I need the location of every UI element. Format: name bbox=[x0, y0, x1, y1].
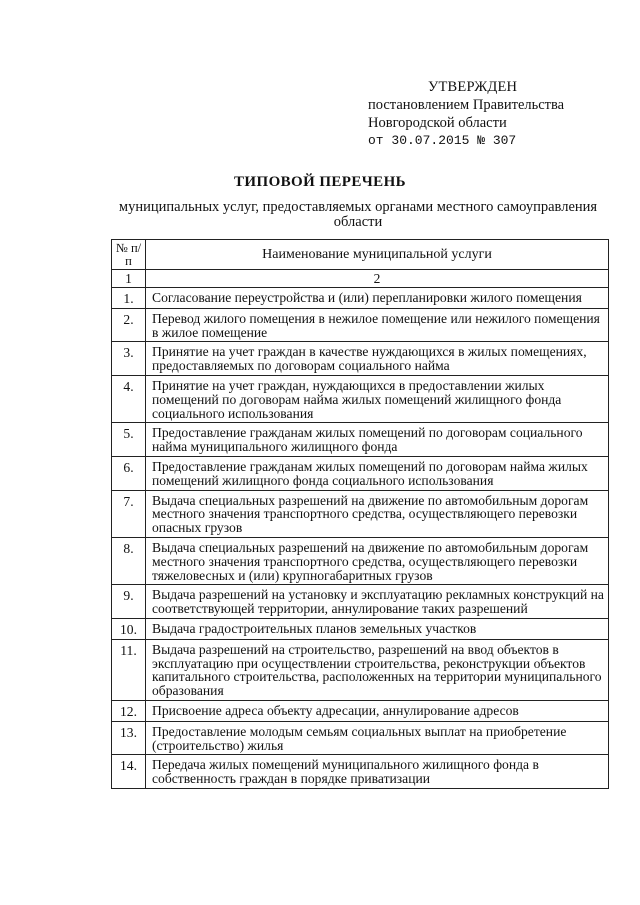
column-index-2: 2 bbox=[146, 270, 609, 288]
service-name: Выдача разрешений на строительство, разрешений на ввод объектов в эксплуатацию при осуществлении строительства, реконструкции объектов капитального строительства, расположенных на территории муниципального образования bbox=[146, 639, 609, 700]
table-row bbox=[112, 308, 609, 342]
service-name: Выдача градостроительных планов земельных участков bbox=[146, 618, 609, 639]
approval-heading: УТВЕРЖДЕН bbox=[428, 79, 518, 95]
row-number: 2. bbox=[112, 308, 146, 342]
table-row bbox=[112, 721, 609, 755]
column-index-row bbox=[112, 270, 609, 288]
service-name: Выдача специальных разрешений на движение по автомобильным дорогам местного значения транспортного средства, осуществляющего перевозки опасных грузов bbox=[146, 490, 609, 537]
services-table bbox=[111, 239, 609, 789]
table-row bbox=[112, 375, 609, 422]
service-name: Выдача разрешений на установку и эксплуатацию рекламных конструкций на соответствующей территории, аннулирование таких разрешений bbox=[146, 585, 609, 619]
service-name: Предоставление молодым семьям социальных выплат на приобретение (строительство) жилья bbox=[146, 721, 609, 755]
table-row bbox=[112, 342, 609, 376]
document-subtitle: муниципальных услуг, предоставляемых органами местного самоуправления области bbox=[118, 199, 598, 230]
service-name: Согласование переустройства и (или) перепланировки жилого помещения bbox=[146, 288, 609, 309]
service-name: Выдача специальных разрешений на движение по автомобильным дорогам местного значения транспортного средства, осуществляющего перевозки тяжеловесных и (или) крупногабаритных грузов bbox=[146, 537, 609, 584]
service-name: Принятие на учет граждан, нуждающихся в предоставлении жилых помещений по договорам найма жилых помещений жилищного фонда социального использования bbox=[146, 375, 609, 422]
approval-block bbox=[368, 78, 564, 150]
service-name: Предоставление гражданам жилых помещений по договорам социального найма муниципального жилищного фонда bbox=[146, 423, 609, 457]
header-number: № п/п bbox=[112, 240, 146, 270]
row-number: 3. bbox=[112, 342, 146, 376]
row-number: 13. bbox=[112, 721, 146, 755]
approval-date: от 30.07.2015 № 307 bbox=[368, 133, 517, 148]
service-name: Перевод жилого помещения в нежилое помещение или нежилого помещения в жилое помещение bbox=[146, 308, 609, 342]
table-header-row bbox=[112, 240, 609, 270]
service-name: Предоставление гражданам жилых помещений по договорам найма жилых помещений жилищного фонда социального использования bbox=[146, 456, 609, 490]
row-number: 1. bbox=[112, 288, 146, 309]
table-row bbox=[112, 456, 609, 490]
table-row bbox=[112, 423, 609, 457]
row-number: 8. bbox=[112, 537, 146, 584]
approval-line-2: Новгородской области bbox=[368, 115, 507, 131]
row-number: 12. bbox=[112, 700, 146, 721]
approval-line-1: постановлением Правительства bbox=[368, 97, 565, 113]
row-number: 9. bbox=[112, 585, 146, 619]
table-row bbox=[112, 537, 609, 584]
table-row bbox=[112, 639, 609, 700]
service-name: Принятие на учет граждан в качестве нуждающихся в жилых помещениях, предоставляемых по договорам социального найма bbox=[146, 342, 609, 376]
row-number: 7. bbox=[112, 490, 146, 537]
row-number: 5. bbox=[112, 423, 146, 457]
service-name: Присвоение адреса объекту адресации, аннулирование адресов bbox=[146, 700, 609, 721]
row-number: 10. bbox=[112, 618, 146, 639]
header-service-name: Наименование муниципальной услуги bbox=[146, 240, 609, 270]
table-row bbox=[112, 490, 609, 537]
row-number: 6. bbox=[112, 456, 146, 490]
table-row bbox=[112, 585, 609, 619]
table-row bbox=[112, 618, 609, 639]
table-row bbox=[112, 755, 609, 789]
row-number: 11. bbox=[112, 639, 146, 700]
column-index-1: 1 bbox=[112, 270, 146, 288]
table-row bbox=[112, 700, 609, 721]
row-number: 4. bbox=[112, 375, 146, 422]
document-title: ТИПОВОЙ ПЕРЕЧЕНЬ bbox=[234, 174, 406, 190]
row-number: 14. bbox=[112, 755, 146, 789]
table-row bbox=[112, 288, 609, 309]
service-name: Передача жилых помещений муниципального жилищного фонда в собственность граждан в порядке приватизации bbox=[146, 755, 609, 789]
